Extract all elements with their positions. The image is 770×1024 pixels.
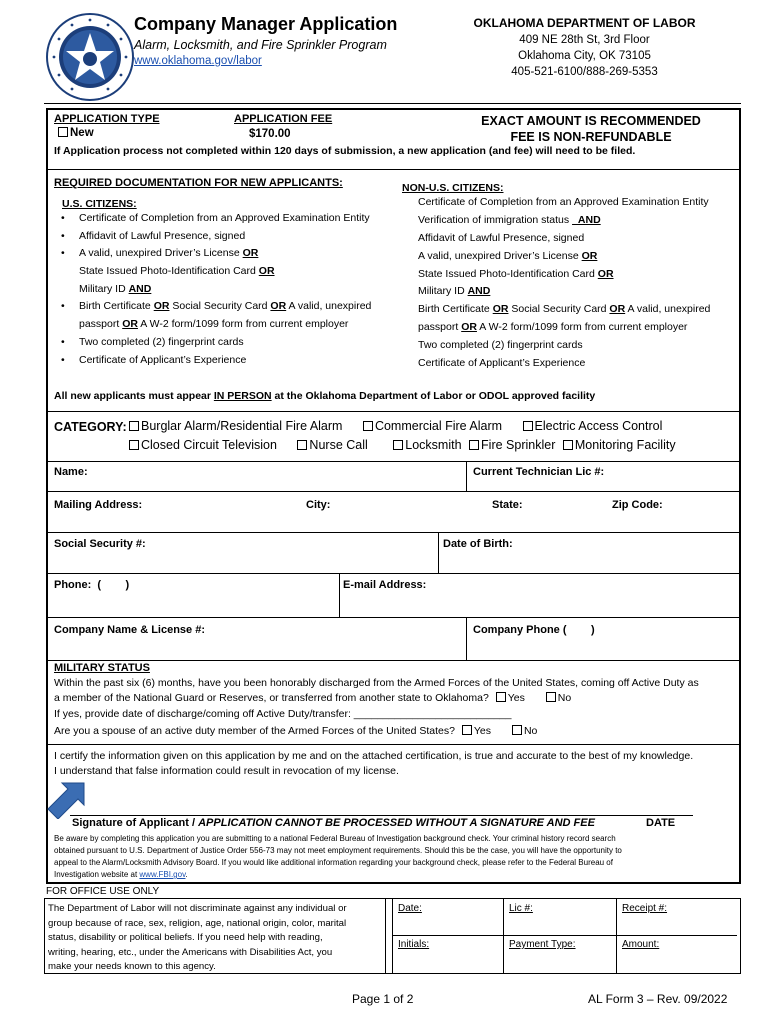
- agency-name: OKLAHOMA DEPARTMENT OF LABOR: [473, 16, 696, 30]
- page-number: Page 1 of 2: [352, 992, 414, 1006]
- office-use-box: [44, 898, 741, 974]
- list-item: • Two completed (2) fingerprint cards: [55, 334, 405, 352]
- rule-certify-top: [48, 744, 739, 745]
- fbi-link[interactable]: www.FBI.gov: [139, 870, 186, 879]
- website-link[interactable]: www.oklahoma.gov/labor: [134, 55, 262, 67]
- category-nurse-call[interactable]: Nurse Call: [297, 438, 367, 452]
- certify-statement: I certify the information given on this application by me and on the attached certification, is true and accurate to the best of my knowledge.: [54, 750, 694, 762]
- list-item: Birth Certificate OR Social Security Card OR A valid, unexpired: [418, 303, 711, 316]
- zip-code-field[interactable]: Zip Code:: [612, 499, 663, 511]
- military-no-option[interactable]: No: [546, 692, 571, 704]
- office-grid-row: [393, 935, 737, 936]
- office-grid: [392, 899, 737, 973]
- office-receipt-field[interactable]: Receipt #:: [622, 903, 668, 914]
- office-amount-field[interactable]: Amount:: [622, 939, 660, 950]
- signature-line[interactable]: [70, 815, 693, 816]
- checkbox[interactable]: [563, 440, 573, 450]
- company-name-field[interactable]: Company Name & License #:: [54, 624, 205, 636]
- category-cctv[interactable]: Closed Circuit Television: [129, 438, 277, 452]
- phone-field[interactable]: Phone: ( ): [54, 579, 130, 591]
- category-options-row1: [129, 419, 662, 433]
- office-use-heading: FOR OFFICE USE ONLY: [46, 886, 160, 897]
- office-divider: [385, 899, 386, 973]
- list-item: • Certificate of Applicant’s Experience: [55, 352, 405, 370]
- checkbox[interactable]: [512, 725, 522, 735]
- fbi-notice: Be aware by completing this application you are submitting to a national Federal Bureau of Investigation background check. Your criminal history record search obtained pursuant to U.S. Department of Justice Order 556-73 may not meet employment requirements. Should this be the case, you will have the opportunity to appeal to the Alarm/Locksmith Advisory Board. If you would like additional information regarding your background check, please refer to the Federal Bureau of Investigation website at www.FBI.gov.: [54, 834, 622, 879]
- list-item: • Affidavit of Lawful Presence, signed: [55, 228, 405, 246]
- checkbox[interactable]: [469, 440, 479, 450]
- military-heading: MILITARY STATUS: [54, 662, 150, 674]
- non-us-requirements-list: [418, 194, 738, 373]
- office-initials-field[interactable]: Initials:: [398, 939, 430, 950]
- list-item: Certificate of Applicant’s Experience: [418, 357, 586, 370]
- rule-name-top: [48, 461, 739, 462]
- category-locksmith[interactable]: Locksmith: [393, 438, 461, 452]
- checkbox[interactable]: [546, 692, 556, 702]
- checkbox[interactable]: [129, 440, 139, 450]
- list-item: A valid, unexpired Driver’s License OR: [418, 249, 598, 262]
- company-phone-field[interactable]: Company Phone ( ): [473, 624, 595, 636]
- category-electric-access-control[interactable]: Electric Access Control: [523, 419, 663, 433]
- military-yes-option[interactable]: Yes: [496, 692, 525, 704]
- list-item: Two completed (2) fingerprint cards: [418, 339, 583, 352]
- rule-category-top: [48, 411, 739, 412]
- list-item: Certificate of Completion from an Approved Examination Entity: [418, 196, 709, 208]
- checkbox[interactable]: [363, 421, 373, 431]
- false-info-warning: I understand that false information could result in revocation of my license.: [54, 765, 399, 777]
- rule-ssn-top: [48, 532, 739, 533]
- vline-company: [466, 617, 467, 660]
- exact-amount-note: EXACT AMOUNT IS RECOMMENDED: [481, 114, 701, 128]
- vline-ssn: [438, 532, 439, 573]
- vline-name: [466, 461, 467, 491]
- form-title: Company Manager Application: [134, 14, 398, 34]
- rule-military-top: [48, 660, 739, 661]
- office-date-field[interactable]: Date:: [398, 903, 422, 914]
- category-monitoring-facility[interactable]: Monitoring Facility: [563, 438, 676, 452]
- us-citizens-heading: U.S. CITIZENS:: [62, 198, 137, 210]
- form-subtitle: Alarm, Locksmith, and Fire Sprinkler Program: [134, 38, 387, 52]
- non-refundable-note: FEE IS NON-REFUNDABLE: [510, 130, 672, 144]
- list-item: State Issued Photo-Identification Card OR: [79, 265, 275, 278]
- agency-block: [462, 15, 707, 80]
- rule-docs-top: [48, 169, 739, 170]
- city-field[interactable]: City:: [306, 499, 331, 511]
- docs-heading: REQUIRED DOCUMENTATION FOR NEW APPLICANTS:: [54, 177, 343, 189]
- application-fee-label: APPLICATION FEE: [234, 113, 333, 125]
- checkbox[interactable]: [462, 725, 472, 735]
- list-item: • Birth Certificate OR Social Security Card OR A valid, unexpired: [55, 298, 405, 316]
- category-label: CATEGORY:: [54, 420, 127, 434]
- vline-phone: [339, 573, 340, 617]
- in-person-notice: All new applicants must appear IN PERSON at the Oklahoma Department of Labor or ODOL approved facility: [54, 390, 596, 402]
- agency-address2: Oklahoma City, OK 73105: [518, 50, 651, 62]
- rule-mailing-top: [48, 491, 739, 492]
- office-lic-field[interactable]: Lic #:: [509, 903, 533, 914]
- list-item: State Issued Photo-Identification Card OR: [418, 267, 614, 280]
- expiry-notice: If Application process not completed within 120 days of submission, a new application (and fee) will need to be filed.: [54, 145, 636, 157]
- non-us-citizens-heading: NON-U.S. CITIZENS:: [402, 182, 504, 194]
- name-field[interactable]: Name:: [54, 466, 88, 478]
- military-question1-cont: a member of the National Guard or Reserves, or transferred from another state to Oklahoma? Yes No: [54, 692, 572, 704]
- new-option-label: New: [70, 127, 94, 139]
- application-type-label: APPLICATION TYPE: [54, 113, 160, 125]
- signature-date-label: DATE: [646, 817, 676, 829]
- category-commercial-fire-alarm[interactable]: Commercial Fire Alarm: [363, 419, 502, 433]
- list-item: • Certificate of Completion from an Approved Examination Entity: [55, 210, 405, 228]
- category-fire-sprinkler[interactable]: Fire Sprinkler: [469, 438, 555, 452]
- list-item: passport OR A W-2 form/1099 form from current employer: [79, 318, 349, 331]
- list-item: Military ID AND: [418, 285, 491, 298]
- list-item: passport OR A W-2 form/1099 form from current employer: [418, 321, 688, 334]
- state-seal: [46, 13, 134, 101]
- list-item: Military ID AND: [79, 282, 152, 295]
- social-security-field[interactable]: Social Security #:: [54, 538, 146, 550]
- office-grid-col: [616, 899, 617, 973]
- checkbox[interactable]: [297, 440, 307, 450]
- category-options-row2: [129, 438, 676, 452]
- us-requirements-list: [55, 210, 405, 369]
- email-field[interactable]: E-mail Address:: [343, 579, 427, 591]
- checkbox[interactable]: [523, 421, 533, 431]
- rule-phone-top: [48, 573, 739, 574]
- header-rule: [44, 103, 741, 104]
- military-question1: Within the past six (6) months, have you been honorably discharged from the Armed Forces of the United States, coming off Active Duty as: [54, 677, 699, 689]
- list-item: • A valid, unexpired Driver’s License OR: [55, 245, 405, 263]
- office-payment-type-field[interactable]: Payment Type:: [509, 939, 576, 950]
- list-item: Affidavit of Lawful Presence, signed: [418, 231, 585, 244]
- non-discrimination-notice: The Department of Labor will not discriminate against any individual or group because of race, sex, religion, age, national origin, color, marital status, disability or political beliefs. If you need help with reading, writing, hearing, etc., under the Americans with Disabilities Act, you make your needs known to this agency.: [48, 903, 347, 972]
- state-field[interactable]: State:: [492, 499, 523, 511]
- category-burglar-alarm[interactable]: Burglar Alarm/Residential Fire Alarm: [129, 419, 342, 433]
- checkbox[interactable]: [393, 440, 403, 450]
- mailing-address-field[interactable]: Mailing Address:: [54, 499, 143, 511]
- technician-license-field[interactable]: Current Technician Lic #:: [473, 466, 605, 478]
- agency-address1: 409 NE 28th St, 3rd Floor: [519, 34, 650, 46]
- spouse-no-option[interactable]: No: [512, 725, 537, 737]
- application-fee-value: $170.00: [249, 128, 291, 140]
- discharge-date-field[interactable]: If yes, provide date of discharge/coming off Active Duty/transfer: ___________________________: [54, 708, 512, 720]
- signature-label: Signature of Applicant / APPLICATION CANNOT BE PROCESSED WITHOUT A SIGNATURE AND FEE: [72, 817, 595, 829]
- checkbox[interactable]: [129, 421, 139, 431]
- checkbox[interactable]: [496, 692, 506, 702]
- office-grid-col: [503, 899, 504, 973]
- list-item: Verification of immigration status _AND: [418, 213, 601, 226]
- arrow-icon: [46, 781, 86, 819]
- rule-company-top: [48, 617, 739, 618]
- agency-phone: 405-521-6100/888-269-5353: [511, 66, 658, 78]
- spouse-yes-option[interactable]: Yes: [462, 725, 491, 737]
- form-revision: AL Form 3 – Rev. 09/2022: [588, 992, 728, 1006]
- spouse-question: Are you a spouse of an active duty member of the Armed Forces of the United States? Yes No: [54, 725, 538, 737]
- date-of-birth-field[interactable]: Date of Birth:: [443, 538, 513, 550]
